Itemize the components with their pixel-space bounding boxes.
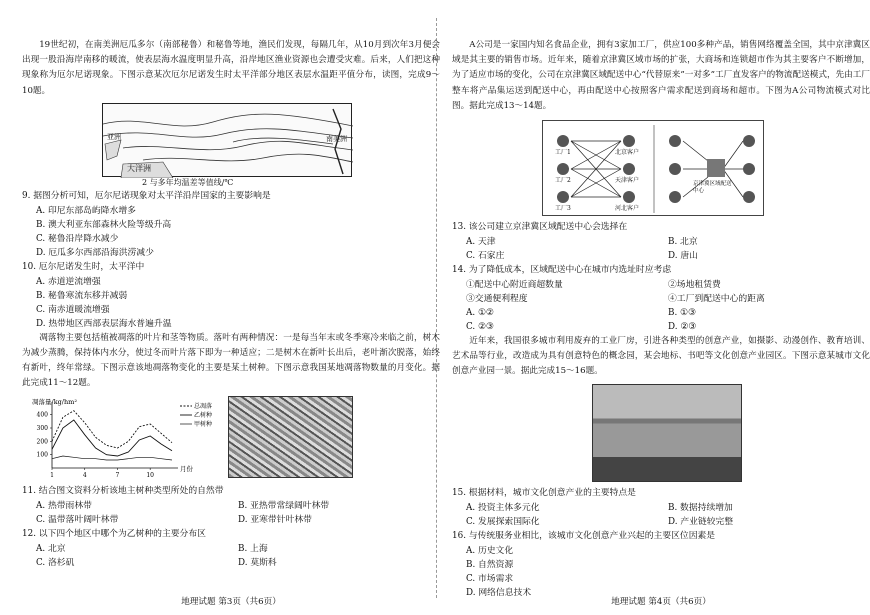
x-tick-label: 4 <box>82 471 87 479</box>
q11-option-d[interactable]: D. 亚寒带针叶林带 <box>238 514 312 525</box>
litterfall-chart <box>22 396 222 482</box>
page-3 <box>22 0 440 615</box>
map-legend: 2 与多年均温差等值线/℃ <box>142 177 234 187</box>
q12-option-a[interactable]: A. 北京 <box>36 543 66 554</box>
q15-option-b[interactable]: B. 数据持续增加 <box>668 502 733 513</box>
q14-option-c[interactable]: C. ②③ <box>466 322 494 333</box>
y-axis-label: 凋落量/kg/hm² <box>32 397 77 406</box>
page-4 <box>452 0 870 615</box>
x-tick-label: 7 <box>115 471 120 479</box>
label-hebei-client: 河北客户 <box>615 205 640 213</box>
q16-options <box>452 544 870 600</box>
q12-options <box>22 542 440 570</box>
question-12: 12. 以下四个地区中哪个为乙树种的主要分布区 <box>22 528 206 539</box>
passage-creative-industry: 近年来，我国很多城市利用废弃的工业厂房，引进各种类型的创意产业，如摄影、动漫创作、教育培训、艺术品等行业，改造成为具有创意特色的概念园，某会地标、书吧等文化创意产业园区。下图示意某城市文化创意产业园一景。据此完成15～16题。 <box>452 336 870 377</box>
legend-label-3: 甲树种 <box>194 420 213 428</box>
series-line-1 <box>52 410 172 447</box>
q11-option-c[interactable]: C. 温带落叶阔叶林带 <box>36 514 119 525</box>
q16-option-b[interactable]: B. 自然资源 <box>466 559 514 570</box>
question-14: 14. 为了降低成本，区域配送中心在城市内选址时应考虑 <box>452 265 672 276</box>
q14-statement-4: ④工厂到配送中心的距离 <box>668 294 765 305</box>
q15-option-c[interactable]: C. 发展探索国际化 <box>466 516 540 527</box>
q11-option-b[interactable]: B. 亚热带常绿阔叶林带 <box>238 500 330 511</box>
label-tianjin-client: 天津客户 <box>615 177 640 185</box>
x-tick-label: 10 <box>146 471 155 479</box>
question-13: 13. 该公司建立京津冀区域配送中心会选择在 <box>452 222 628 233</box>
q9-option-a[interactable]: A. 印尼东部岛屿降水增多 <box>36 205 136 216</box>
label-asia: 亚洲 <box>107 132 121 141</box>
logistics-diagram <box>542 120 764 216</box>
q14-option-b[interactable]: B. ①③ <box>668 308 696 319</box>
label-beijing-client: 北京客户 <box>615 149 640 157</box>
q13-option-d[interactable]: D. 唐山 <box>668 251 698 262</box>
label-distribution-center: 京津冀区域配送中心 <box>693 181 732 195</box>
q16-option-c[interactable]: C. 市场需求 <box>466 573 514 584</box>
q13-option-c[interactable]: C. 石家庄 <box>466 251 505 262</box>
q9-option-d[interactable]: D. 厄瓜多尔西部沿海洪涝减少 <box>36 247 154 258</box>
q10-option-d[interactable]: D. 热带地区西部表层海水普遍升温 <box>36 318 172 329</box>
y-tick-label: 100 <box>36 451 48 459</box>
series-line-3 <box>52 456 172 460</box>
passage-logistics: A公司是一家国内知名食品企业，拥有3家加工厂，供应100多种产品，销售网络覆盖全国，其中京津冀区域是其主要的销售市场。近年来，随着京津冀区域市场的扩张，大商场和连锁超市作为其主要客户不断增加，为了适应市场的变化，公司在京津冀区域配送中心“代替原来”一对多”工厂直发客户的物流配送模式，先由工厂整车将产品集运送到配送中心，再由配送中心按照客户需求配送到商场和超市。下图为A公司物流模式对比图。据此完成13～14题。 <box>452 40 870 111</box>
q11-option-a[interactable]: A. 热带雨林带 <box>36 500 92 511</box>
label-factory-3: 工厂3 <box>555 205 571 213</box>
footer-page-4: 地理试题 第4页（共6页） <box>611 597 711 607</box>
footer-page-3: 地理试题 第3页（共6页） <box>181 597 281 607</box>
q10-options <box>22 275 440 331</box>
fallen-leaves-photo <box>228 396 353 478</box>
q13-option-a[interactable]: A. 天津 <box>466 237 496 248</box>
question-16: 16. 与传统服务业相比，该城市文化创意产业兴起的主要区位因素是 <box>452 530 716 541</box>
x-axis-label: 月份 <box>180 464 193 473</box>
q13-options <box>452 235 870 263</box>
q13-option-b[interactable]: B. 北京 <box>668 237 698 248</box>
label-factory-2: 工厂2 <box>555 177 571 185</box>
q9-option-c[interactable]: C. 秘鲁沿岸降水减少 <box>36 233 119 244</box>
question-10: 10. 厄尔尼诺发生时，太平洋中 <box>22 261 145 272</box>
passage-el-nino: 19世纪初，在南美洲厄瓜多尔（南部秘鲁）和秘鲁等地，渔民们发现，每隔几年，从10月到次年3月便会出现一股沿海岸南移的暖流，使表层海水温度明显升高，沿岸地区渔业资源也会遭受灾难。后来，人们把这种现象称为厄尔尼诺现象。下图示意某次厄尔尼诺发生时太平洋部分地区表层水温距平值分布，读图，完成9～10题。 <box>22 40 440 96</box>
q14-option-d[interactable]: D. ②③ <box>668 322 697 333</box>
q10-option-b[interactable]: B. 秘鲁寒流东移并减弱 <box>36 290 128 301</box>
litterfall-figure <box>22 396 440 482</box>
q11-options <box>22 499 440 527</box>
x-tick-label: 1 <box>50 471 54 479</box>
q9-options <box>22 204 440 260</box>
q14-statement-1: ①配送中心附近商超数量 <box>466 280 563 291</box>
y-tick-label: 400 <box>36 411 48 419</box>
q15-options <box>452 501 870 529</box>
q12-option-d[interactable]: D. 莫斯科 <box>238 557 277 568</box>
q12-option-b[interactable]: B. 上海 <box>238 543 268 554</box>
logistics-arrows <box>543 121 765 217</box>
q12-option-c[interactable]: C. 洛杉矶 <box>36 557 75 568</box>
q10-option-c[interactable]: C. 南赤道暖流增强 <box>36 304 110 315</box>
q15-option-d[interactable]: D. 产业链较完整 <box>668 516 734 527</box>
legend-label-2: 乙树种 <box>194 411 213 419</box>
y-tick-label: 200 <box>36 437 48 445</box>
q14-statement-3: ③交通便利程度 <box>466 294 528 305</box>
passage-litterfall: 凋落物主要包括植被凋落的叶片和茎等物质。落叶有两种情况：一是每当年末或冬季寒冷来临之前，树木为减少蒸腾，保持体内水分，使过冬而叶片落下即为一种适应；二是树木在新叶长出后，老叶渐次脱落，始终有新叶，终年常绿。下图示意该地凋落物变化的主要是某土树种。下图示意我国某地凋落物数量的月变化。据此完成11～12题。 <box>22 332 440 389</box>
q14-statement-2: ②场地租赁费 <box>668 280 721 291</box>
q9-option-b[interactable]: B. 澳大利亚东部森林火险等级升高 <box>36 219 172 230</box>
q10-option-a[interactable]: A. 赤道逆流增强 <box>36 276 101 287</box>
question-15: 15. 根据材料，城市文化创意产业的主要特点是 <box>452 487 636 498</box>
q14-statements <box>452 278 870 306</box>
q15-option-a[interactable]: A. 投资主体多元化 <box>466 502 540 513</box>
question-9: 9. 据图分析可知，厄尔尼诺现象对太平洋沿岸国家的主要影响是 <box>22 190 271 201</box>
label-oceania: 大洋洲 <box>127 163 151 173</box>
creative-park-photo <box>592 384 742 482</box>
legend-label-1: 总凋落 <box>194 402 213 410</box>
q14-option-a[interactable]: A. ①② <box>466 308 494 319</box>
question-11: 11. 结合图文资料分析该地主树种类型所处的自然带 <box>22 485 224 496</box>
sst-anomaly-map <box>102 103 352 177</box>
label-south-america: 南美洲 <box>326 134 347 143</box>
series-line-2 <box>52 420 172 456</box>
y-tick-label: 300 <box>36 424 48 432</box>
label-factory-1: 工厂1 <box>555 149 571 157</box>
q16-option-d[interactable]: D. 网络信息技术 <box>466 587 532 598</box>
q14-options <box>452 306 870 334</box>
q16-option-a[interactable]: A. 历史文化 <box>466 545 514 556</box>
